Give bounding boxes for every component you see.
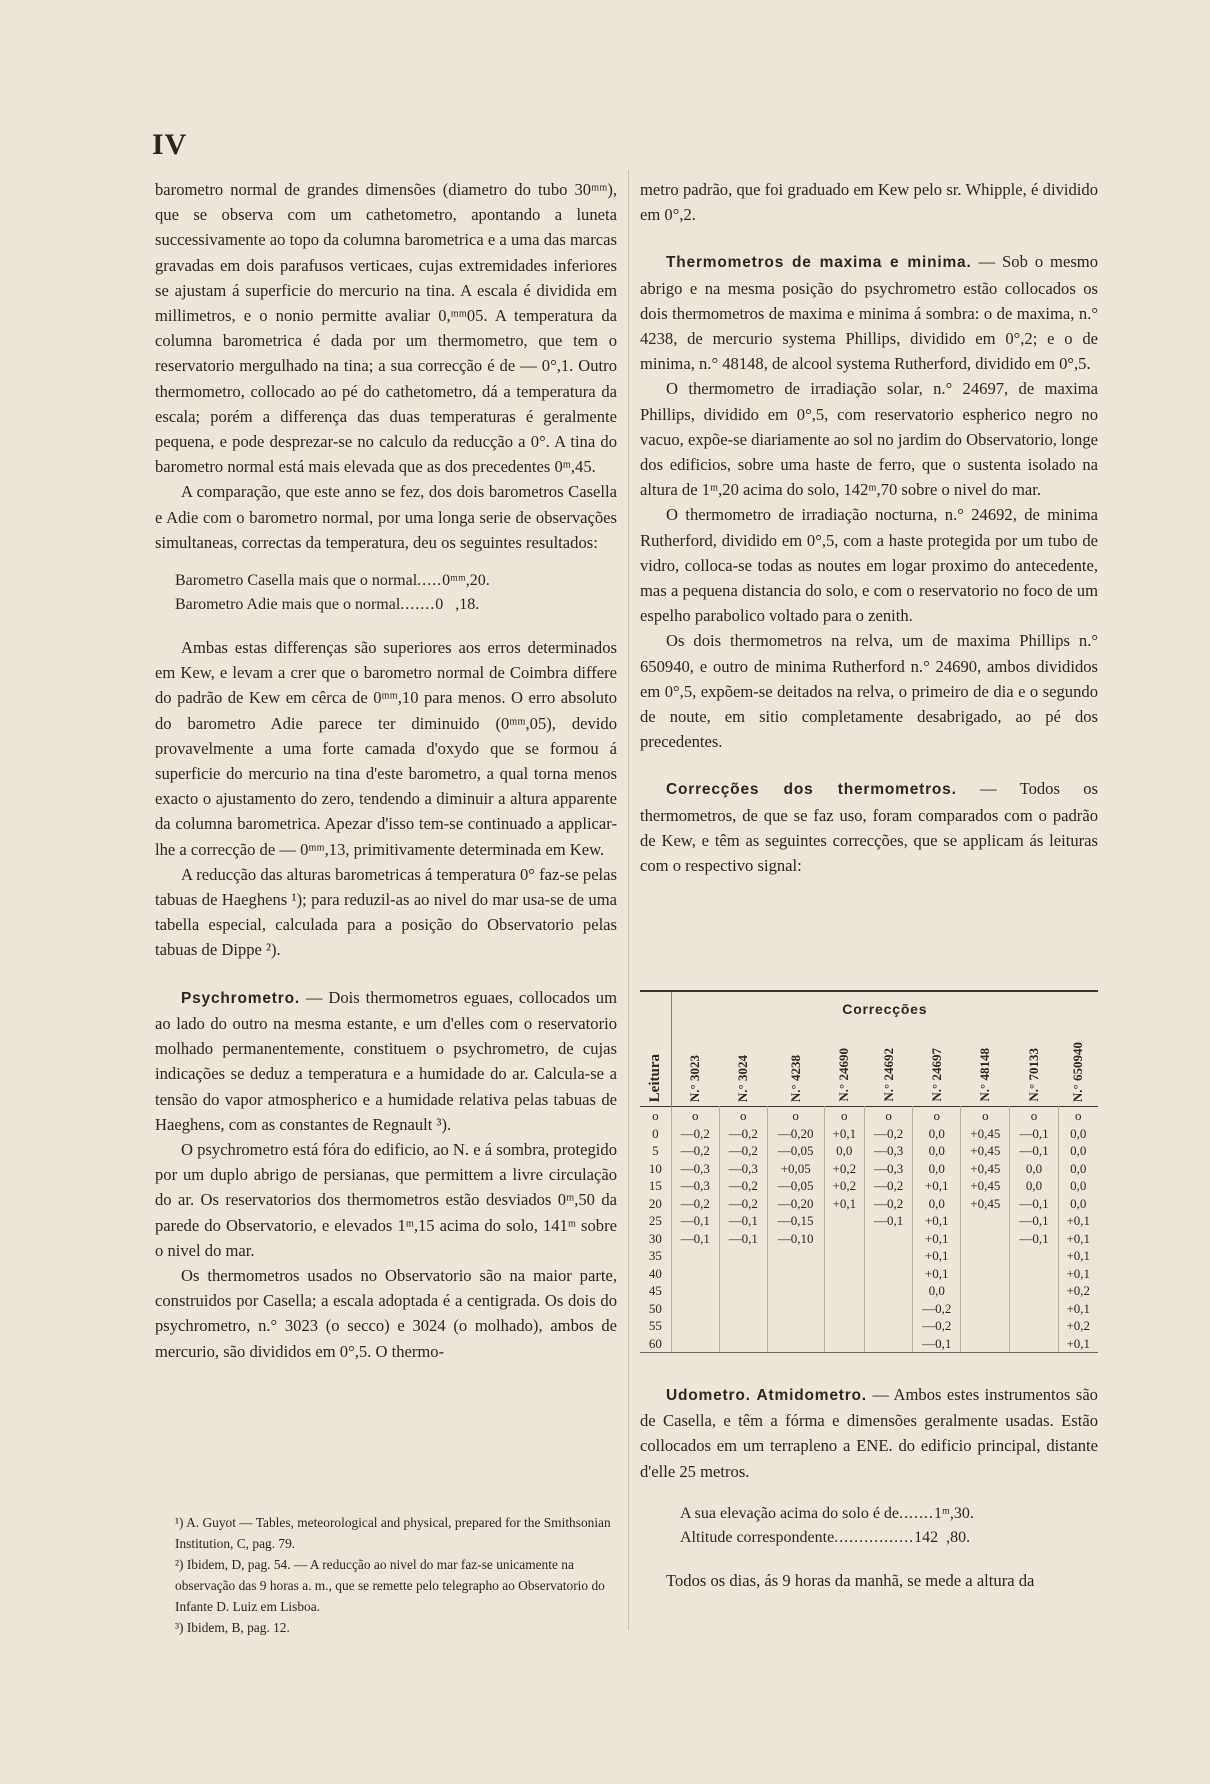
correction-cell: —0,1 xyxy=(719,1212,767,1230)
correction-cell xyxy=(865,1230,913,1248)
correction-cell: 0,0 xyxy=(1058,1142,1098,1160)
paragraph xyxy=(155,985,617,1137)
leitura-cell: 0 xyxy=(652,1125,659,1141)
leitura-cell: 60 xyxy=(648,1335,662,1351)
table-row xyxy=(640,1107,1098,1125)
corrections-table xyxy=(640,990,1098,1352)
section-heading: Psychrometro. xyxy=(181,989,300,1007)
section-heading: Thermometros de maxima e minima. xyxy=(666,254,972,272)
correction-cell: o xyxy=(1010,1107,1058,1125)
correction-cell: —0,20 xyxy=(767,1195,824,1213)
correction-cell: o xyxy=(767,1107,824,1125)
column-divider xyxy=(628,170,629,1630)
result-row xyxy=(175,569,617,593)
corrections-title: Correcções xyxy=(842,1001,928,1017)
correction-cell: +0,1 xyxy=(913,1230,961,1248)
correction-cell: o xyxy=(865,1107,913,1125)
leitura-cell: 5 xyxy=(652,1143,659,1158)
right-column-top xyxy=(640,177,1098,878)
leitura-cell: 40 xyxy=(648,1265,662,1281)
paragraph: A comparação, que este anno se fez, dos dois barometros Casella e Adie com o barometro normal, por uma longa serie de observações simultaneas, correctas da temperatura, deu os seguintes resultados: xyxy=(155,482,617,552)
correction-cell: o xyxy=(719,1107,767,1125)
correction-cell: +0,45 xyxy=(961,1125,1010,1143)
correction-cell: —0,3 xyxy=(719,1160,767,1178)
table-row xyxy=(640,1300,1098,1318)
correction-cell: +0,1 xyxy=(913,1265,961,1283)
correction-cell xyxy=(865,1282,913,1300)
paragraph: A reducção das alturas barometricas á temperatura 0° faz-se pelas tabuas de Haeghens ¹); para reduzil-as ao nivel do mar usa-se de uma tabella especial, calculada para a posição do Observatorio pelas tabuas de Dippe ²). xyxy=(155,864,617,960)
correction-cell xyxy=(671,1282,719,1300)
correction-cell xyxy=(824,1212,865,1230)
correction-cell: +0,45 xyxy=(961,1195,1010,1213)
altitude-row xyxy=(680,1526,1098,1550)
paragraph: Todos os dias, ás 9 horas da manhã, se mede a altura da xyxy=(666,1570,1035,1590)
correction-cell xyxy=(824,1317,865,1335)
leitura-cell: 55 xyxy=(648,1318,662,1333)
leitura-cell: 10 xyxy=(648,1160,662,1176)
table-row xyxy=(640,1265,1098,1283)
correction-cell: —0,1 xyxy=(671,1212,719,1230)
altitude-row xyxy=(680,1502,1098,1526)
correction-cell: —0,2 xyxy=(671,1195,719,1213)
paragraph-text: — Todos os thermometros, de que se faz uso, foram comparados com o padrão de Kew, e têm as seguintes correcções, que se applicam ás leituras com o respectivo signal: xyxy=(640,779,1098,876)
correction-cell: —0,2 xyxy=(719,1142,767,1160)
section-heading: Udometro. Atmidometro. xyxy=(666,1387,867,1404)
correction-cell xyxy=(767,1317,824,1335)
correction-cell: +0,1 xyxy=(1058,1212,1098,1230)
correction-cell xyxy=(865,1265,913,1283)
correction-cell xyxy=(767,1265,824,1283)
correction-cell xyxy=(824,1335,865,1353)
column-header: N.° 24697 xyxy=(928,1048,944,1102)
result-row xyxy=(175,593,617,617)
correction-cell: +0,2 xyxy=(824,1177,865,1195)
correction-cell: —0,3 xyxy=(671,1160,719,1178)
correction-cell: +0,1 xyxy=(1058,1300,1098,1318)
correction-cell xyxy=(671,1265,719,1283)
correction-cell: —0,2 xyxy=(671,1142,719,1160)
paragraph: O thermometro de irradiação solar, n.° 24697, de maxima Phillips, dividido em 0°,5, com reservatorio espherico negro no vacuo, expõe-se diariamente ao sol no jardim do Observatorio, longe dos edificios, sobre uma haste de ferro, que o sustenta isolado na altura de 1ᵐ,20 acima do solo, 142ᵐ,70 sobre o nivel do mar. xyxy=(640,379,1098,500)
column-header: N.° 48148 xyxy=(977,1048,993,1102)
correction-cell xyxy=(671,1317,719,1335)
correction-cell xyxy=(961,1300,1010,1318)
leader-dots: ....... xyxy=(400,596,436,614)
altitude-table xyxy=(680,1502,1098,1550)
correction-cell xyxy=(865,1335,913,1353)
correction-cell xyxy=(671,1300,719,1318)
left-column xyxy=(155,177,617,1364)
paragraph: Ambas estas differenças são superiores aos erros determinados em Kew, e levam a crer que o barometro normal de Coimbra differe do padrão de Kew em cêrca de 0ᵐᵐ,10 para menos. O erro absoluto do barometro Adie parece ter diminuido (0ᵐᵐ,05), devido provavelmente a uma forte camada d'oxydo que se formou á superficie do mercurio na tina d'este barometro, a qual torna menos exacto o ajustamento do zero, tendendo a diminuir a altura apparente da columna barometrica. Apezar d'isso tem-se continuado a applicar-lhe a correcção de — 0ᵐᵐ,13, primitivamente determinada em Kew. xyxy=(155,638,617,859)
correction-cell: +0,1 xyxy=(913,1177,961,1195)
result-label: Barometro Adie mais que o normal xyxy=(175,596,401,614)
correction-cell: 0,0 xyxy=(1058,1195,1098,1213)
correction-cell xyxy=(961,1230,1010,1248)
correction-cell: 0,0 xyxy=(913,1160,961,1178)
correction-cell: 0,0 xyxy=(1010,1160,1058,1178)
correction-cell: +0,1 xyxy=(913,1247,961,1265)
correction-cell: —0,2 xyxy=(671,1125,719,1143)
column-header: N.° 24690 xyxy=(836,1048,852,1102)
correction-cell xyxy=(824,1247,865,1265)
correction-cell xyxy=(719,1282,767,1300)
correction-cell: —0,1 xyxy=(1010,1125,1058,1143)
correction-cell xyxy=(719,1317,767,1335)
correction-cell xyxy=(961,1317,1010,1335)
correction-cell xyxy=(767,1335,824,1353)
correction-cell xyxy=(1010,1300,1058,1318)
correction-cell: —0,2 xyxy=(719,1177,767,1195)
altitude-value: 142 ,80. xyxy=(914,1528,971,1546)
correction-cell: o xyxy=(961,1107,1010,1125)
correction-cell: o xyxy=(671,1107,719,1125)
result-value: 0 ,18. xyxy=(435,596,480,614)
correction-cell: —0,1 xyxy=(913,1335,961,1353)
correction-cell xyxy=(719,1265,767,1283)
correction-cell: —0,1 xyxy=(865,1212,913,1230)
column-header: N.° 650940 xyxy=(1070,1041,1086,1102)
leitura-cell: 15 xyxy=(648,1178,662,1193)
leitura-cell: 45 xyxy=(648,1283,662,1298)
correction-cell xyxy=(961,1247,1010,1265)
correction-cell xyxy=(767,1300,824,1318)
paragraph-text: — Ambos estes instrumentos são de Casella, e têm a fórma e dimensões geralmente usadas. Estão collocados em um terrapleno a ENE. do edificio principal, distante d'elle 25 metros. xyxy=(640,1385,1098,1481)
leader-dots: ....... xyxy=(899,1504,935,1522)
correction-cell: 0,0 xyxy=(1058,1160,1098,1178)
correction-cell: o xyxy=(913,1107,961,1125)
correction-cell xyxy=(865,1317,913,1335)
table-row xyxy=(640,1247,1098,1265)
section-heading: Correcções dos thermometros. xyxy=(666,781,957,799)
correction-cell: +0,45 xyxy=(961,1142,1010,1160)
correction-cell: 0,0 xyxy=(913,1125,961,1143)
table-row xyxy=(640,1282,1098,1300)
correction-cell xyxy=(824,1300,865,1318)
correction-cell xyxy=(865,1247,913,1265)
correction-cell xyxy=(824,1265,865,1283)
footnote: ³) Ibidem, B, pag. 12. xyxy=(175,1620,290,1635)
correction-cell: +0,1 xyxy=(824,1195,865,1213)
table-row xyxy=(640,1335,1098,1353)
correction-cell: 0,0 xyxy=(1010,1177,1058,1195)
paragraph-text: — Sob o mesmo abrigo e na mesma posição do psychrometro estão collocados os dois thermometros de maxima e minima á sombra: o de maxima, n.° 4238, de mercurio systema Phillips, dividido em 0°,2; e o de minima, n.° 48148, de alcool systema Rutherford, dividido em 0°,5. xyxy=(640,252,1098,374)
correction-cell: —0,05 xyxy=(767,1142,824,1160)
footnote: ¹) A. Guyot — Tables, meteorological and physical, prepared for the Smithsonian Institution, C, pag. 79. xyxy=(175,1515,611,1551)
correction-cell xyxy=(1010,1282,1058,1300)
leitura-cell: 30 xyxy=(648,1230,662,1246)
correction-cell xyxy=(719,1335,767,1353)
leitura-cell: 50 xyxy=(648,1300,662,1316)
correction-cell: —0,3 xyxy=(865,1160,913,1178)
table-row xyxy=(640,1195,1098,1213)
paragraph xyxy=(640,776,1098,878)
paragraph xyxy=(640,1382,1098,1484)
correction-cell: o xyxy=(824,1107,865,1125)
paragraph: O psychrometro está fóra do edificio, ao N. e á sombra, protegido por um duplo abrigo de persianas, que permittem a livre circulação do ar. Os reservatorios dos thermometros estão desviados 0ᵐ,50 da parede do Observatorio, e elevados 1ᵐ,15 acima do solo, 141ᵐ sobre o nivel do mar. xyxy=(155,1139,617,1260)
altitude-label: Altitude correspondente xyxy=(680,1528,835,1546)
correction-cell: —0,2 xyxy=(913,1300,961,1318)
correction-cell xyxy=(961,1212,1010,1230)
paragraph: Os thermometros usados no Observatorio são na maior parte, construidos por Casella; a escala adoptada é a centigrada. Os dois do psychrometro, n.° 3023 (o secco) e 3024 (o molhado), ambos de mercurio, são divididos em 0°,5. O thermo- xyxy=(155,1265,617,1361)
correction-cell: —0,2 xyxy=(865,1125,913,1143)
paragraph xyxy=(640,249,1098,376)
result-label: Barometro Casella mais que o normal xyxy=(175,572,418,590)
correction-cell xyxy=(767,1282,824,1300)
correction-cell: 0,0 xyxy=(1058,1125,1098,1143)
correction-cell: 0,0 xyxy=(824,1142,865,1160)
correction-cell: 0,0 xyxy=(1058,1177,1098,1195)
table-bottom-rule xyxy=(640,1352,1098,1353)
correction-cell xyxy=(671,1247,719,1265)
correction-cell xyxy=(1010,1265,1058,1283)
correction-cell xyxy=(961,1335,1010,1353)
page-number: IV xyxy=(152,128,188,161)
correction-cell: +0,2 xyxy=(1058,1282,1098,1300)
correction-cell: +0,1 xyxy=(824,1125,865,1143)
correction-cell: —0,3 xyxy=(865,1142,913,1160)
paragraph-text: — Dois thermometros eguaes, collocados um ao lado do outro na mesma estante, e um d'elles com o reservatorio molhado permanentemente, constituem o psychrometro, de cujas indicações se deduz a temperatura e a humidade do ar. Calcula-se a tensão do vapor atmospherico e a humidade relativa pelas tabuas de Haeghens, com as constantes de Regnault ³). xyxy=(155,987,617,1134)
paragraph: barometro normal de grandes dimensões (diametro do tubo 30ᵐᵐ), que se observa com um cathetometro, apontando a luneta successivamente ao topo da columna barometrica e a uma das marcas gravadas em dois parafusos verticaes, cujas extremidades inferiores se ajustam á superficie do mercurio na tina. A escala é dividida em millimetros, e o nonio permitte avaliar 0,ᵐᵐ05. A temperatura da columna barometrica é dada por um thermometro, que tem o reservatorio mergulhado na tina; a sua correcção é de — 0°,1. Outro thermometro, collocado ao pé do cathetometro, dá a temperatura da escala; porém a differença das duas temperaturas é geralmente pequena, e pode desprezar-se no calculo da reducção a 0°. A tina do barometro normal está mais elevada que as dos precedentes 0ᵐ,45. xyxy=(155,180,617,477)
paragraph: metro padrão, que foi graduado em Kew pelo sr. Whipple, é dividido em 0°,2. xyxy=(640,180,1098,225)
correction-cell: +0,1 xyxy=(913,1212,961,1230)
correction-cell: 0,0 xyxy=(913,1195,961,1213)
correction-cell xyxy=(767,1247,824,1265)
leitura-header: Leitura xyxy=(640,991,671,1107)
correction-cell xyxy=(1010,1317,1058,1335)
column-header: N.° 24692 xyxy=(880,1048,896,1102)
correction-cell xyxy=(1010,1335,1058,1353)
correction-cell: +0,2 xyxy=(824,1160,865,1178)
table-row xyxy=(640,1160,1098,1178)
correction-cell: +0,1 xyxy=(1058,1230,1098,1248)
correction-cell: —0,3 xyxy=(671,1177,719,1195)
correction-cell: +0,1 xyxy=(1058,1247,1098,1265)
correction-cell: +0,45 xyxy=(961,1177,1010,1195)
correction-cell xyxy=(719,1300,767,1318)
correction-cell: +0,1 xyxy=(1058,1265,1098,1283)
correction-cell xyxy=(671,1335,719,1353)
altitude-value: 1ᵐ,30. xyxy=(934,1504,974,1522)
correction-cell: —0,2 xyxy=(719,1195,767,1213)
table-row xyxy=(640,1142,1098,1160)
paragraph: O thermometro de irradiação nocturna, n.° 24692, de minima Rutherford, dividido em 0°,5, com a haste protegida por um tubo de vidro, colloca-se todas as noutes em logar proximo do antecedente, mas a pequena distancia do solo, e com o reservatorio no foco de um espelho parabolico voltado para o zenith. xyxy=(640,505,1098,626)
leitura-cell: 20 xyxy=(648,1195,662,1211)
correction-cell: —0,2 xyxy=(913,1317,961,1335)
table-row xyxy=(640,1230,1098,1248)
correction-cell: —0,2 xyxy=(719,1125,767,1143)
correction-cell xyxy=(961,1282,1010,1300)
leitura-cell: 25 xyxy=(648,1213,662,1228)
footnote: ²) Ibidem, D, pag. 54. — A reducção ao nivel do mar faz-se unicamente na observação das 9 horas a. m., que se remette pelo telegrapho ao Observatorio do Infante D. Luiz em Lisboa. xyxy=(175,1557,605,1614)
correction-cell xyxy=(824,1282,865,1300)
correction-cell: +0,05 xyxy=(767,1160,824,1178)
correction-cell xyxy=(719,1247,767,1265)
leitura-cell: 35 xyxy=(648,1248,662,1263)
column-header: N.° 4238 xyxy=(787,1054,803,1102)
paragraph: Os dois thermometros na relva, um de maxima Phillips n.° 650940, e outro de minima Rutherford n.° 24690, ambos divididos em 0°,5, expõem-se deitados na relva, o primeiro de dia e o segundo de noute, em sitio completamente desabrigado, ao pé dos precedentes. xyxy=(640,631,1098,752)
correction-cell: +0,1 xyxy=(1058,1335,1098,1353)
correction-cell: —0,05 xyxy=(767,1177,824,1195)
correction-cell: —0,2 xyxy=(865,1177,913,1195)
barometer-results xyxy=(175,569,617,617)
leader-dots: ................ xyxy=(834,1528,915,1546)
right-column-bottom xyxy=(640,1382,1098,1593)
correction-cell: —0,10 xyxy=(767,1230,824,1248)
correction-cell: o xyxy=(1058,1107,1098,1125)
table-row xyxy=(640,1317,1098,1335)
table-row xyxy=(640,1177,1098,1195)
correction-cell: —0,1 xyxy=(671,1230,719,1248)
correction-cell: —0,1 xyxy=(1010,1142,1058,1160)
column-header: N.° 70133 xyxy=(1025,1048,1041,1102)
table-row xyxy=(640,1125,1098,1143)
table-row xyxy=(640,1212,1098,1230)
correction-cell xyxy=(961,1265,1010,1283)
column-header: N.° 3023 xyxy=(687,1054,703,1102)
correction-cell xyxy=(1010,1247,1058,1265)
correction-cell: —0,1 xyxy=(719,1230,767,1248)
leitura-cell: o xyxy=(652,1108,659,1123)
correction-cell: +0,45 xyxy=(961,1160,1010,1178)
column-header: N.° 3024 xyxy=(735,1054,751,1102)
correction-cell: 0,0 xyxy=(913,1142,961,1160)
result-value: 0ᵐᵐ,20. xyxy=(442,572,490,590)
correction-cell: 0,0 xyxy=(913,1282,961,1300)
footnotes xyxy=(175,1512,620,1638)
correction-cell: +0,2 xyxy=(1058,1317,1098,1335)
correction-cell: —0,2 xyxy=(865,1195,913,1213)
correction-cell: —0,1 xyxy=(1010,1230,1058,1248)
correction-cell xyxy=(865,1300,913,1318)
correction-cell: —0,15 xyxy=(767,1212,824,1230)
correction-cell: —0,20 xyxy=(767,1125,824,1143)
correction-cell xyxy=(824,1230,865,1248)
correction-cell: —0,1 xyxy=(1010,1195,1058,1213)
altitude-label: A sua elevação acima do solo é de xyxy=(680,1504,900,1522)
correction-cell: —0,1 xyxy=(1010,1212,1058,1230)
leader-dots: ..... xyxy=(417,572,443,590)
